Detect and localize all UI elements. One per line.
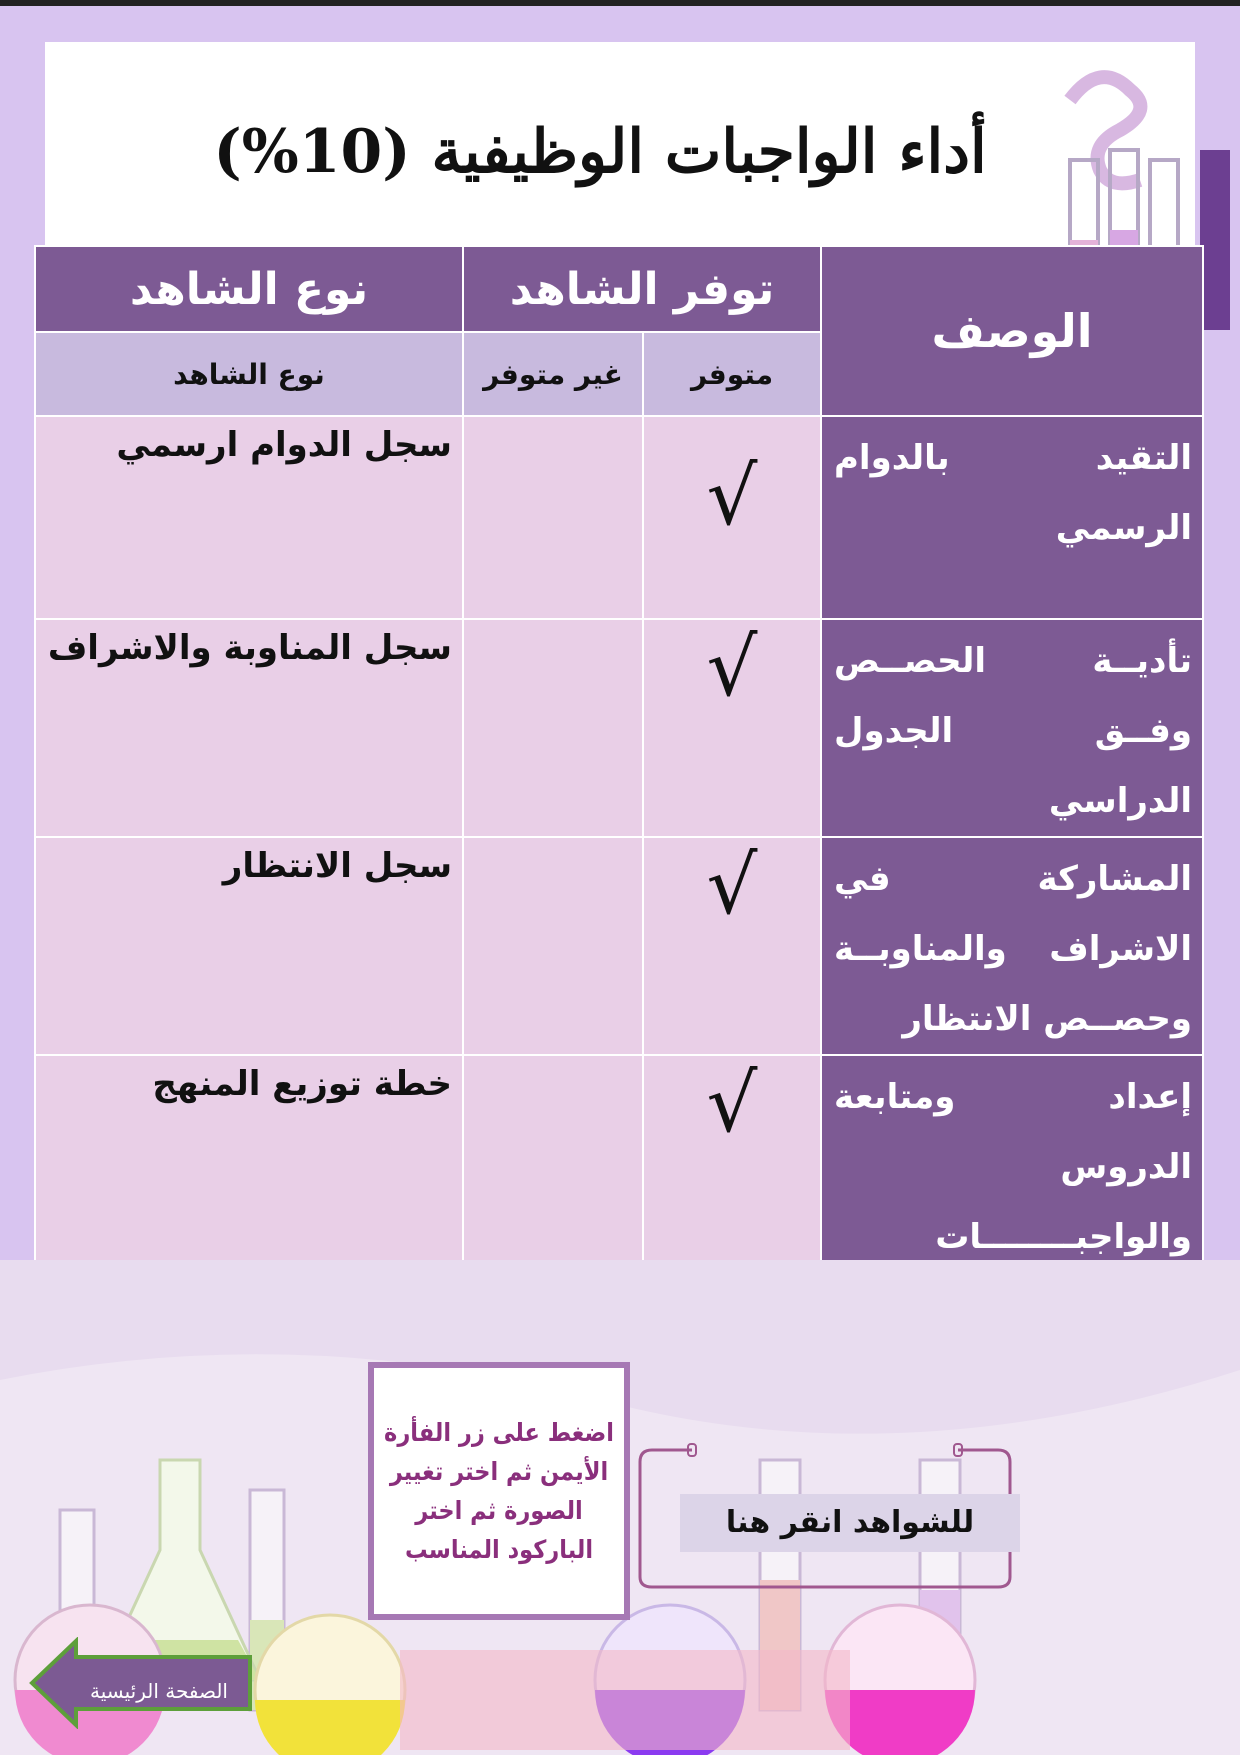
barcode-instruction-note: اضغط على زر الفأرة الأيمن ثم اختر تغيير الصورة ثم اختر الباركود المناسب	[368, 1362, 630, 1620]
page-title: أداء الواجبات الوظيفية (10%)	[213, 117, 987, 187]
checkmark-icon: √	[706, 1057, 758, 1150]
subheader-not-available: غير متوفر	[463, 332, 643, 416]
subheader-evidence-type: نوع الشاهد	[35, 332, 463, 416]
row-evidence-type: سجل الدوام ارسمي	[35, 416, 463, 619]
row-description: تأديــة الحصــص وفــق الجدول الدراسي	[821, 619, 1203, 837]
row-description: التقيد بالدوام الرسمي	[821, 416, 1203, 619]
row-not-available-cell	[463, 416, 643, 619]
row-evidence-type: سجل المناوبة والاشراف	[35, 619, 463, 837]
row-not-available-cell	[463, 619, 643, 837]
row-description: المشاركة في الاشراف والمناوبــة وحصــص الانتظار	[821, 837, 1203, 1055]
subheader-available: متوفر	[643, 332, 821, 416]
table-row	[35, 416, 1203, 619]
table-row	[35, 619, 1203, 837]
row-description: إعداد ومتابعة الدروس والواجبــــــــات	[821, 1055, 1203, 1343]
home-button-label[interactable]: الصفحة الرئيسية	[90, 1679, 228, 1703]
table-row	[35, 837, 1203, 1055]
row-not-available-cell	[463, 837, 643, 1055]
row-available-cell	[643, 416, 821, 619]
evidence-link-button[interactable]: للشواهد انقر هنا	[680, 1494, 1020, 1552]
checkmark-icon: √	[706, 621, 758, 714]
row-evidence-type: سجل الانتظار	[35, 837, 463, 1055]
top-rule	[0, 0, 1240, 6]
header-evidence-type: نوع الشاهد	[35, 246, 463, 332]
checkmark-icon: √	[706, 450, 758, 543]
header-availability: توفر الشاهد	[463, 246, 821, 332]
row-available-cell	[643, 619, 821, 837]
header-description: الوصف	[821, 246, 1203, 416]
row-available-cell	[643, 837, 821, 1055]
evidence-table	[34, 245, 1204, 1344]
row-evidence-type: خطة توزيع المنهج	[35, 1055, 463, 1343]
checkmark-icon: √	[706, 839, 758, 932]
